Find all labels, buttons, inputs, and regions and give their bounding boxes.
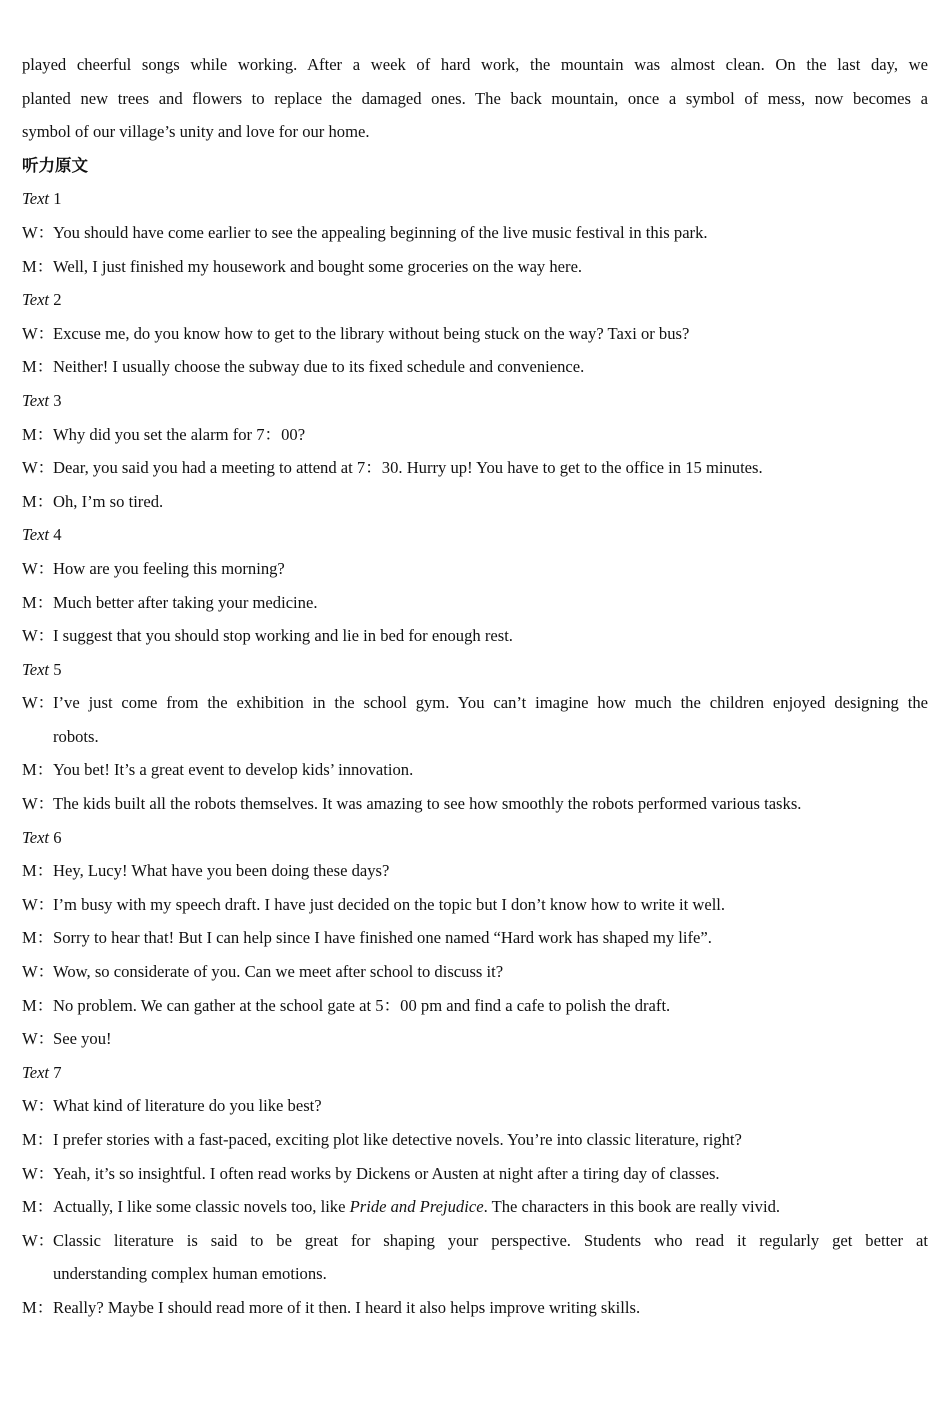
speaker-label: W： — [22, 693, 55, 713]
dialogue-turn — [22, 485, 928, 519]
dialogue-turn — [22, 350, 928, 384]
dialogue-turn — [22, 552, 928, 586]
dialogue-turn — [22, 1190, 928, 1224]
turn-text: Excuse me, do you know how to get to the library without being stuck on the way? Taxi or bus? — [53, 323, 690, 343]
turn-text: Much better after taking your medicine. — [53, 592, 318, 612]
turn-text: Yeah, it’s so insightful. I often read works by Dickens or Austen at night after a tiring day of classes. — [53, 1163, 720, 1183]
dialogue-turn — [22, 619, 928, 653]
turn-text: You bet! It’s a great event to develop kids’ innovation. — [53, 760, 414, 780]
intro-line-1: played cheerful songs while working. After a week of hard work, the mountain was almost clean. On the last day, we — [22, 55, 928, 74]
speaker-label: W： — [22, 1096, 55, 1116]
turn-text: No problem. We can gather at the school gate at 5：00 pm and find a cafe to polish the draft. — [53, 995, 671, 1015]
turn-text: I’m busy with my speech draft. I have just decided on the topic but I don’t know how to write it well. — [53, 894, 726, 914]
text-heading-6: Text 6 — [22, 827, 62, 847]
intro-line-2: planted new trees and flowers to replace the damaged ones. The back mountain, once a symbol of mess, now becomes a — [22, 88, 928, 108]
turn-text: I suggest that you should stop working and lie in bed for enough rest. — [53, 626, 513, 646]
text-heading-7: Text 7 — [22, 1062, 62, 1082]
speaker-label: M： — [22, 760, 54, 780]
dialogue-turn — [22, 921, 928, 955]
dialogue-turn — [22, 250, 928, 284]
book-title: Pride and Prejudice — [349, 1197, 484, 1217]
turn-text-post: . The characters in this book are really vivid. — [483, 1197, 781, 1217]
speaker-label: M： — [22, 357, 54, 377]
dialogue-turn — [22, 787, 928, 821]
speaker-label: M： — [22, 1130, 54, 1149]
dialogue-turn — [22, 317, 928, 351]
turn-text: Oh, I’m so tired. — [53, 491, 164, 511]
speaker-label: W： — [22, 1029, 55, 1049]
speaker-label: M： — [22, 256, 54, 276]
dialogue-turn — [22, 1291, 928, 1325]
dialogue-turn — [22, 418, 928, 452]
turn-text: Really? Maybe I should read more of it then. I heard it also helps improve writing skills. — [53, 1297, 641, 1317]
speaker-label: M： — [22, 861, 54, 881]
dialogue-turn — [22, 1022, 928, 1056]
dialogue-turn — [22, 888, 928, 922]
speaker-label: M： — [22, 491, 54, 511]
speaker-label: M： — [22, 1297, 54, 1317]
speaker-label: W： — [22, 794, 55, 814]
turn-text: What kind of literature do you like best? — [53, 1096, 322, 1116]
intro-line-3: symbol of our village’s unity and love for our home. — [22, 122, 370, 142]
turn-text: You should have come earlier to see the appealing beginning of the live music festival in this park. — [53, 222, 708, 242]
speaker-label: W： — [22, 558, 55, 578]
speaker-label: M： — [22, 928, 54, 948]
turn-text-line-2: robots. — [53, 726, 99, 746]
dialogue-turn — [22, 216, 928, 250]
turn-text: Sorry to hear that! But I can help since I have finished one named “Hard work has shaped my life”. — [53, 928, 712, 948]
turn-text: Hey, Lucy! What have you been doing these days? — [53, 861, 390, 881]
speaker-label: W： — [22, 626, 55, 646]
dialogue-turn — [22, 854, 928, 888]
dialogue-turn — [22, 1123, 928, 1157]
dialogue-turn — [22, 1089, 928, 1123]
turn-text: How are you feeling this morning? — [53, 558, 285, 578]
turn-text: Well, I just finished my housework and bought some groceries on the way here. — [53, 256, 583, 276]
dialogue-turn — [22, 586, 928, 620]
dialogue-turn — [22, 1224, 928, 1291]
speaker-label: W： — [22, 222, 55, 242]
dialogue-turn — [22, 686, 928, 753]
text-heading-1: Text 1 — [22, 189, 62, 209]
turn-text: Neither! I usually choose the subway due to its fixed schedule and convenience. — [53, 357, 585, 377]
turn-text: Why did you set the alarm for 7：00? — [53, 424, 306, 444]
speaker-label: W： — [22, 323, 55, 343]
turn-text-line-1: Classic literature is said to be great for shaping your perspective. Students who read it regularly get better at — [53, 1230, 928, 1250]
speaker-label: M： — [22, 424, 54, 444]
speaker-label: M： — [22, 592, 54, 612]
text-heading-5: Text 5 — [22, 659, 62, 679]
dialogue-turn — [22, 1157, 928, 1191]
turn-text: I prefer stories with a fast-paced, exciting plot like detective novels. You’re into classic literature, right? — [53, 1130, 742, 1149]
dialogue-turn — [22, 753, 928, 787]
speaker-label: W： — [22, 894, 55, 914]
turn-text-line-1: I’ve just come from the exhibition in the school gym. You can’t imagine how much the children enjoyed designing the — [53, 693, 928, 713]
speaker-label: W： — [22, 1163, 55, 1183]
turn-text: Dear, you said you had a meeting to attend at 7：30. Hurry up! You have to get to the office in 15 minutes. — [53, 458, 763, 478]
dialogue-turn — [22, 955, 928, 989]
speaker-label: W： — [22, 1230, 55, 1250]
dialogue-turn — [22, 989, 928, 1023]
dialogue-turn — [22, 451, 928, 485]
section-title: 听力原文 — [22, 155, 88, 175]
turn-text-line-2: understanding complex human emotions. — [53, 1264, 327, 1284]
turn-text-pre: Actually, I like some classic novels too, like — [53, 1197, 350, 1217]
speaker-label: M： — [22, 995, 54, 1015]
text-heading-2: Text 2 — [22, 290, 62, 310]
text-heading-3: Text 3 — [22, 390, 62, 410]
turn-text: Wow, so considerate of you. Can we meet after school to discuss it? — [53, 962, 504, 982]
text-heading-4: Text 4 — [22, 525, 62, 545]
speaker-label: M： — [22, 1197, 54, 1217]
turn-text: See you! — [53, 1029, 112, 1049]
turn-text: The kids built all the robots themselves. It was amazing to see how smoothly the robots performed various tasks. — [53, 794, 802, 814]
speaker-label: W： — [22, 962, 55, 982]
speaker-label: W： — [22, 458, 55, 478]
